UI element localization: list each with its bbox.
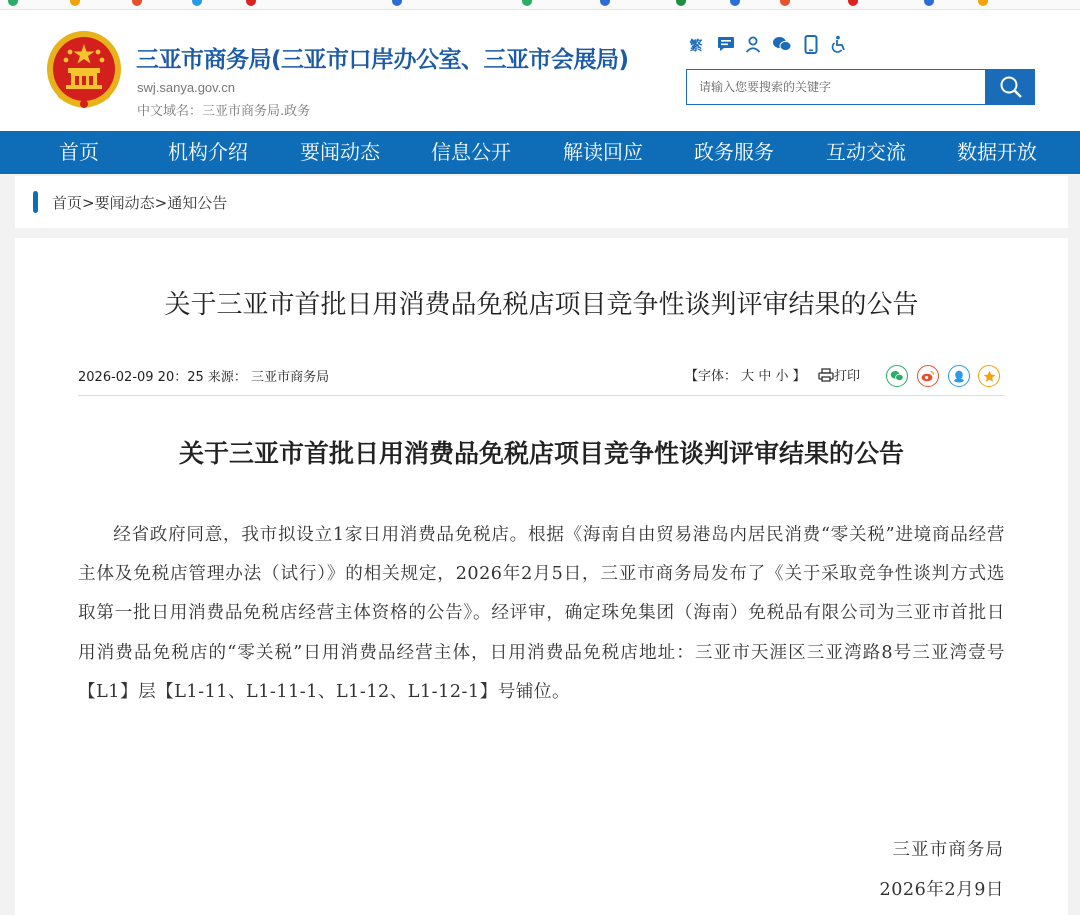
accessibility-icon[interactable] [828, 34, 848, 54]
search-box [686, 69, 986, 105]
document-title: 关于三亚市首批日用消费品免税店项目竞争性谈判评审结果的公告 [178, 439, 904, 468]
source-label: 来源： [207, 370, 247, 385]
font-size-large[interactable]: 大 [741, 369, 755, 384]
bookmark-icon[interactable] [924, 0, 934, 6]
main-nav [0, 131, 1080, 174]
signature-date: 2026年2月9日 [879, 880, 1004, 900]
bookmark-icon[interactable] [246, 0, 256, 6]
nav-item-interaction[interactable]: 互动交流 [826, 140, 906, 164]
search-input[interactable] [687, 70, 985, 104]
site-header [0, 10, 1080, 131]
print-label: 打印 [834, 369, 861, 384]
bookmark-icon[interactable] [848, 0, 858, 6]
magnifier-icon [999, 75, 1023, 99]
nav-item-disclosure[interactable]: 信息公开 [431, 140, 511, 164]
bookmark-icon[interactable] [730, 0, 740, 6]
breadcrumb [52, 192, 227, 213]
bookmark-icon[interactable] [8, 0, 18, 6]
font-size-medium[interactable]: 中 [758, 369, 772, 384]
traditional-chinese-toggle[interactable]: 繁 [689, 38, 703, 54]
font-size-controls [685, 365, 806, 384]
breadcrumb-notices[interactable]: 通知公告 [167, 194, 228, 212]
bookmark-icon[interactable] [132, 0, 142, 6]
bookmark-icon[interactable] [70, 0, 80, 6]
site-domain: swj.sanya.gov.cn [137, 80, 236, 95]
breadcrumb-separator: > [82, 194, 95, 212]
bookmark-icon[interactable] [978, 0, 988, 6]
bookmark-icon[interactable] [676, 0, 686, 6]
publish-date: 2026-02-09 20：25 [78, 370, 204, 385]
site-title[interactable]: 三亚市商务局(三亚市口岸办公室、三亚市会展局) [136, 47, 629, 73]
article-body: 经省政府同意，我市拟设立1家日用消费品免税店。根据《海南自由贸易港岛内居民消费“零关税”进境商品经营主体及免税店管理办法（试行）》的相关规定，2026年2月5日，三亚市商务局发布了《关于采取竞争性谈判方式选取第一批日用消费品免税店经营主体资格的公告》。经评审，确定珠免集团（海南）免税品有限公司为三亚市首批日用消费品免税店的“零关税”日用消费品经营主体，日用消费品免税店地址：三亚市天涯区三亚湾路8号三亚湾壹号【L1】层【L1-11、L1-11-1、L1-12、L1-12-1】号铺位。 [78, 525, 1005, 702]
bookmark-icon[interactable] [192, 0, 202, 6]
divider [78, 395, 1005, 396]
nav-item-open-data[interactable]: 数据开放 [957, 140, 1037, 164]
bookmarks-bar [0, 0, 1080, 10]
breadcrumb-news[interactable]: 要闻动态 [94, 194, 155, 212]
page-title: 关于三亚市首批日用消费品免税店项目竞争性谈判评审结果的公告 [164, 290, 919, 320]
favorite-icon[interactable] [978, 365, 1000, 387]
font-size-close: 】 [792, 369, 806, 384]
nav-item-home[interactable]: 首页 [59, 140, 99, 164]
nav-item-about[interactable]: 机构介绍 [168, 140, 248, 164]
bookmark-icon[interactable] [600, 0, 610, 6]
font-size-open: 【字体： [685, 369, 738, 384]
printer-icon [818, 368, 834, 382]
nav-item-news[interactable]: 要闻动态 [300, 140, 380, 164]
font-size-small[interactable]: 小 [775, 369, 789, 384]
signature: 三亚市商务局 [892, 840, 1004, 860]
weibo-share-icon[interactable] [917, 365, 939, 387]
breadcrumb-home[interactable]: 首页 [52, 194, 83, 212]
article-meta [78, 366, 329, 385]
wechat-icon[interactable] [772, 34, 792, 54]
bookmark-icon[interactable] [780, 0, 790, 6]
nav-item-services[interactable]: 政务服务 [694, 140, 774, 164]
nav-item-interpretation[interactable]: 解读回应 [563, 140, 643, 164]
breadcrumb-marker [33, 191, 38, 213]
qq-share-icon[interactable] [948, 365, 970, 387]
user-icon[interactable] [743, 34, 763, 54]
breadcrumb-separator: > [154, 194, 168, 212]
national-emblem-icon [44, 28, 124, 114]
article [15, 238, 1068, 915]
source-value: 三亚市商务局 [251, 370, 330, 385]
bookmark-icon[interactable] [392, 0, 402, 6]
search-button[interactable] [986, 69, 1035, 105]
site-cn-domain: 中文域名：三亚市商务局.政务 [137, 104, 311, 119]
wechat-share-icon[interactable] [886, 365, 908, 387]
mobile-icon[interactable] [801, 34, 821, 54]
message-icon[interactable] [716, 34, 736, 54]
bookmark-icon[interactable] [522, 0, 532, 6]
breadcrumb-bar [15, 176, 1068, 228]
print-button[interactable] [818, 365, 860, 384]
